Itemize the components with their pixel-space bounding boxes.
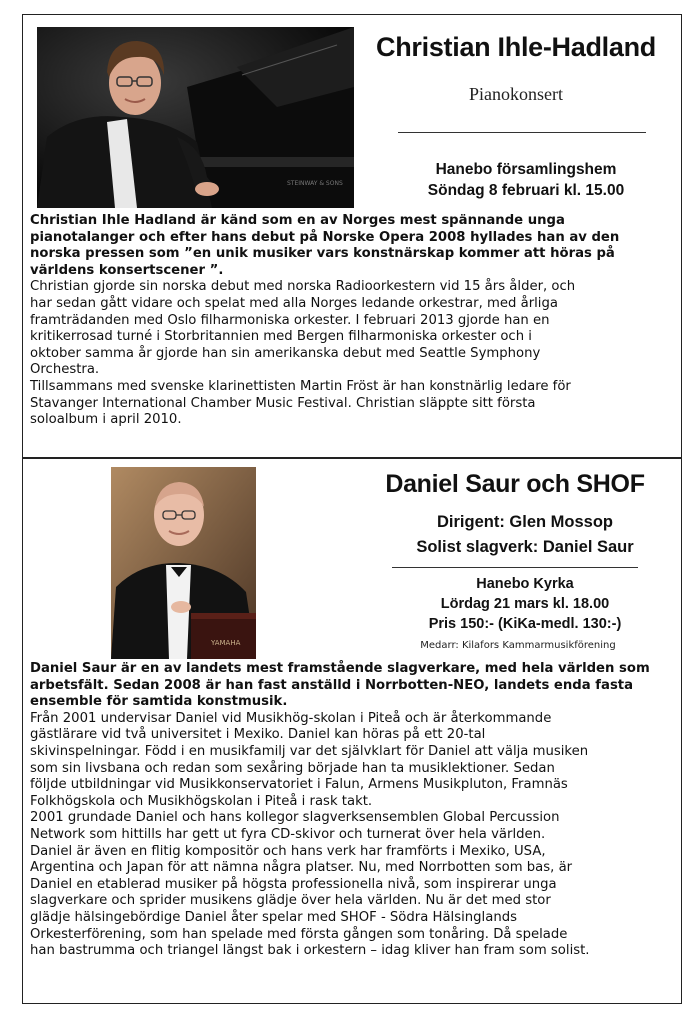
concert-venue: Hanebo Kyrka (476, 576, 574, 592)
body-line: soloalbum i april 2010. (30, 412, 182, 428)
title-rule (392, 567, 638, 568)
body-line: gästlärare vid två universitet i Mexiko. Daniel kan höras på ett 20-tal (30, 727, 486, 743)
body-line: Argentina och Japan för att nämna några platser. Nu, med Norrbotten som bas, är (30, 860, 573, 876)
conductor-line: Dirigent: Glen Mossop (436, 513, 613, 531)
body-line: Folkhögskola och Musikhögskolan i Piteå i rask takt. (30, 793, 373, 809)
body-line: 2001 grundade Daniel och hans kollegor slagverksensemblen Global Percussion (30, 810, 560, 826)
concert-subtitle: Pianokonsert (469, 84, 563, 104)
daniel-saur-photo (111, 467, 256, 659)
body-line: som sin livsbana och redan som sexåring började han ta musiklektioner. Sedan (30, 760, 555, 776)
ticket-price: Pris 150:- (KiKa-medl. 130:-) (428, 616, 622, 632)
body-line: han bastrumma och triangel längst bak i orkestern – idag kliver han fram som solist. (30, 943, 590, 959)
body-line: har sedan gått vidare och spelat med alla Norges ledande orkestrar, med årliga (30, 295, 558, 311)
intro-line: pianotalanger och efter hans debut på Norske Opera 2008 hyllades han av den (30, 229, 620, 245)
intro-line: arbetsfält. Sedan 2008 är han fast anställd i Norrbotten-NEO, landets enda fasta (30, 677, 634, 693)
body-line: Tillsammans med svenske klarinettisten Martin Fröst är han konstnärlig ledare för (30, 378, 571, 394)
intro-line: norska pressen som ”en unik musiker vars konstnärskap kommer att höras på (30, 246, 615, 262)
concert-venue: Hanebo församlingshem (435, 161, 617, 178)
body-line: skivinspelningar. Född i en musikfamilj var det självklart för Daniel att välja musiken (30, 743, 589, 759)
body-line: oktober samma år gjorde han sin amerikanska debut med Seattle Symphony (30, 345, 541, 361)
body-line: Network som hittills har gett ut fyra CD-skivor och turnerat över hela världen. (30, 826, 546, 842)
body-line: Orchestra. (30, 362, 100, 378)
concert-title: Daniel Saur och SHOF (385, 470, 645, 498)
body-line: Orkesterförening, som han spelade med första gången som tonåring. Då spelade (30, 926, 568, 942)
title-rule (398, 132, 646, 133)
intro-line: Christian Ihle Hadland är känd som en av Norges mest spännande unga (30, 213, 565, 228)
body-line: Daniel en etablerad musiker på högsta professionella nivå, som inspirerar unga (30, 876, 557, 892)
body-line: kritikerrosad turné i Storbritannien med Bergen filharmoniska orkester och i (30, 329, 532, 345)
concert-description (30, 661, 678, 960)
soloist-line: Solist slagverk: Daniel Saur (416, 538, 634, 556)
intro-line: ensemble för samtida konstmusik. (30, 694, 288, 710)
body-line: slagverkare och sprider musikens glädje över hela världen. Nu är det med stor (30, 893, 551, 909)
concert-description (30, 213, 678, 429)
concert-date: Söndag 8 februari kl. 15.00 (427, 182, 625, 199)
svg-text:YAMAHA: YAMAHA (211, 639, 241, 647)
concert-title: Christian Ihle-Hadland (376, 32, 656, 62)
svg-text:STEINWAY & SONS: STEINWAY & SONS (287, 180, 343, 187)
co-organizer: Medarr: Kilafors Kammarmusikförening (420, 640, 616, 651)
body-line: Daniel är även en flitig kompositör och hans verk har framförts i Mexiko, USA, (30, 843, 546, 859)
body-line: framträdanden med Oslo filharmoniska orkester. I februari 2013 gjorde han en (30, 312, 550, 328)
concert-date: Lördag 21 mars kl. 18.00 (440, 596, 610, 612)
body-line: Stavanger International Chamber Music Festival. Christian släppte sitt första (30, 395, 536, 411)
intro-line: Daniel Saur är en av landets mest framstående slagverkare, med hela världen som (30, 661, 650, 676)
body-line: glädje hälsingebördige Daniel åter spelar med SHOF - Södra Hälsinglands (30, 909, 517, 925)
body-line: Från 2001 undervisar Daniel vid Musikhög-skolan i Piteå och är återkommande (30, 710, 552, 726)
intro-line: världens konsertscener ”. (30, 262, 224, 278)
body-line: följde utbildningar vid Musikkonservatoriet i Falun, Armens Musikpluton, Framnäs (30, 777, 568, 793)
body-line: Christian gjorde sin norska debut med norska Radioorkestern vid 15 års ålder, och (30, 279, 576, 295)
christian-ihle-hadland-photo (37, 27, 354, 208)
section-divider (22, 457, 682, 459)
